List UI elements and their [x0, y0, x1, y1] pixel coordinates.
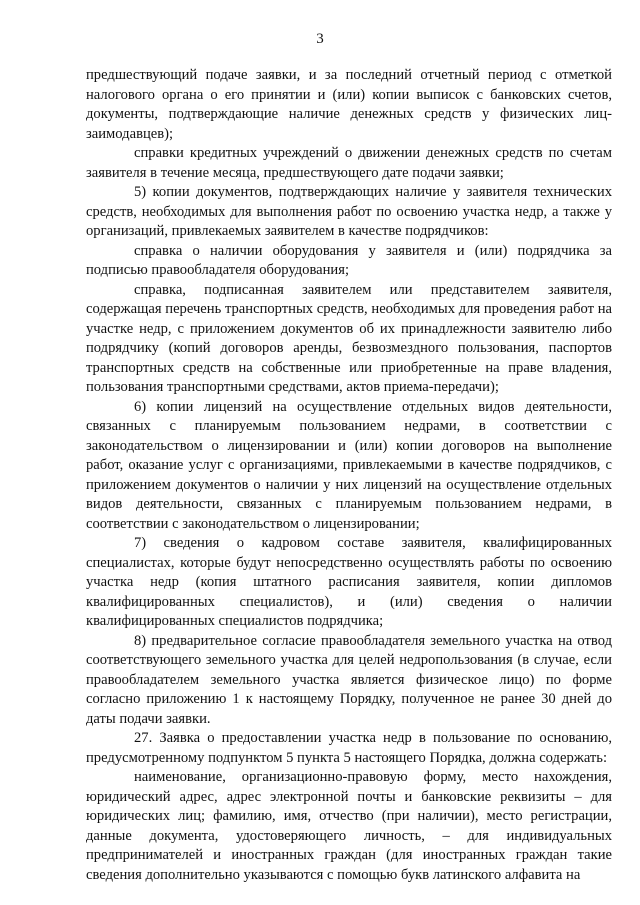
- paragraph-item-8: 8) предварительное согласие правообладателя земельного участка на отвод соответствующего земельного участка для целей недропользования (в случае, если правообладателем земельного участка является физическое лицо) по форме согласно приложению 1 к настоящему Порядку, полученное не ранее 30 дней до даты подачи заявки.: [86, 632, 612, 727]
- paragraph-equipment-certificate: справка о наличии оборудования у заявителя и (или) подрядчика за подписью правообладателя оборудования;: [86, 242, 612, 278]
- paragraph-item-6: 6) копии лицензий на осуществление отдельных видов деятельности, связанных с планируемым пользованием недрами, в соответствии с законодательством о лицензировании и (или) копии договоров на выполнение работ, оказание услуг с организациями, привлекаемыми в качестве подрядчиков, с приложением документов о наличии у них лицензий на осуществление отдельных видов деятельности, связанных с планируемым пользованием недрами, в соответствии с законодательством о лицензировании;: [86, 398, 612, 532]
- document-body: [86, 66, 612, 885]
- paragraph-applicant-details: наименование, организационно-правовую форму, место нахождения, юридический адрес, адрес электронной почты и банковские реквизиты – для юридических лиц; фамилию, имя, отчество (при наличии), место регистрации, данные документа, удостоверяющего личность, – для индивидуальных предпринимателей и иностранных граждан (для иностранных граждан такие сведения дополнительно указываются с помощью букв латинского алфавита на: [86, 769, 612, 883]
- paragraph-bank-statements: справки кредитных учреждений о движении денежных средств по счетам заявителя в течение месяца, предшествующего дате подачи заявки;: [86, 145, 612, 181]
- paragraph-vehicles-certificate: справка, подписанная заявителем или представителем заявителя, содержащая перечень транспортных средств, необходимых для проведения работ на участке недр, с приложением документов об их принадлежности заявителю либо подрядчику (копий договоров аренды, безвозмездного пользования, паспортов транспортных средств на собственные или приобретенные на праве владения, пользования транспортными средствами, актов приема-передачи);: [86, 281, 612, 395]
- paragraph-clause-27: 27. Заявка о предоставлении участка недр в пользование по основанию, предусмотренному подпунктом 5 пункта 5 настоящего Порядка, должна содержать:: [86, 730, 612, 766]
- page-number: 3: [316, 31, 324, 47]
- paragraph-item-5: 5) копии документов, подтверждающих наличие у заявителя технических средств, необходимых для выполнения работ по освоению участка недр, а также у организаций, привлекаемых заявителем в качестве подрядчиков:: [86, 184, 612, 239]
- paragraph-item-7: 7) сведения о кадровом составе заявителя, квалифицированных специалистах, которые будут непосредственно осуществлять работы по освоению участка недр (копия штатного расписания заявителя, копии дипломов квалифицированных специалистов), и (или) сведения о наличии квалифицированных специалистов подрядчика;: [86, 535, 612, 629]
- paragraph-continuation: предшествующий подаче заявки, и за последний отчетный период с отметкой налогового органа о его принятии и (или) копии выписок с банковских счетов, документы, подтверждающие наличие денежных средств у физических лиц-заимодавцев);: [86, 67, 612, 142]
